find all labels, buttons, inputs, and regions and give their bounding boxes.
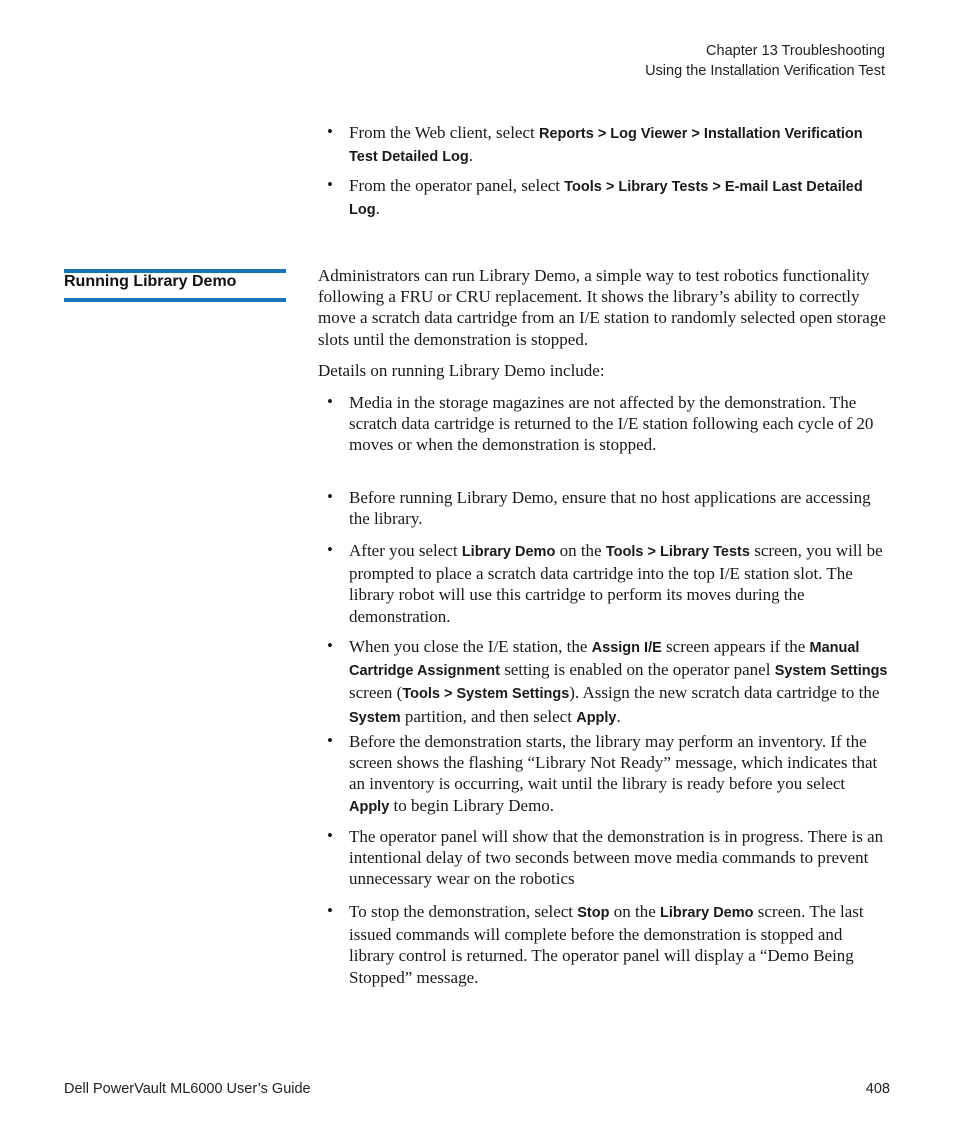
bullet-marker: • xyxy=(327,392,333,411)
running-header-section: Using the Installation Verification Test xyxy=(645,63,885,79)
list-item-host-apps: Before running Library Demo, ensure that no host applications are accessing the library. xyxy=(349,488,871,529)
list-item-progress: The operator panel will show that the demonstration is in progress. There is an intentional delay of two seconds between move media commands to prevent unnecessary wear on the robotics xyxy=(349,827,884,889)
footer-guide-title: Dell PowerVault ML6000 User’s Guide xyxy=(64,1081,311,1097)
list-item-media: Media in the storage magazines are not affected by the demonstration. The scratch data cartridge is returned to the I/E station following each cycle of 20 moves or when the demonstration is stopped. xyxy=(349,393,874,455)
details-intro: Details on running Library Demo include: xyxy=(318,361,605,380)
list-item-assign-ie: When you close the I/E station, the Assign I/E screen appears if the Manual Cartridge Assignment setting is enabled on the operator panel System Settings screen (Tools > System Settings). Assign the new scratch data cartridge to the System partition, and then select Apply. xyxy=(349,637,888,726)
list-item-select-demo: After you select Library Demo on the Tools > Library Tests screen, you will be prompted to place a scratch data cartridge into the top I/E station slot. The library robot will use this cartridge to perform its moves during the demonstration. xyxy=(349,541,883,626)
bullet-marker: • xyxy=(327,122,333,141)
bullet-marker: • xyxy=(327,826,333,845)
list-item-stop: To stop the demonstration, select Stop on the Library Demo screen. The last issued commands will complete before the demonstration is stopped and library control is returned. The operator panel will display a “Demo Being Stopped” message. xyxy=(349,902,864,987)
bullet-marker: • xyxy=(327,175,333,194)
bullet-marker: • xyxy=(327,487,333,506)
list-item-inventory: Before the demonstration starts, the library may perform an inventory. If the screen shows the flashing “Library Not Ready” message, which indicates that an inventory is occurring, wait until the library is ready before you select Apply to begin Library Demo. xyxy=(349,732,878,815)
section-title: Running Library Demo xyxy=(64,273,237,290)
bullet-marker: • xyxy=(327,636,333,655)
list-item-web-client: From the Web client, select Reports > Log Viewer > Installation Verification Test Detailed Log. xyxy=(349,123,863,166)
bullet-marker: • xyxy=(327,901,333,920)
ui-path-log-viewer: Reports > Log Viewer > Installation Verification Test Detailed Log xyxy=(349,126,863,166)
bullet-marker: • xyxy=(327,540,333,559)
ui-path-email-log: Tools > Library Tests > E-mail Last Detailed Log xyxy=(349,179,863,219)
section-rule-bottom xyxy=(64,298,286,302)
list-item-operator-panel: From the operator panel, select Tools > Library Tests > E-mail Last Detailed Log. xyxy=(349,176,863,219)
intro-paragraph: Administrators can run Library Demo, a simple way to test robotics functionality following a FRU or CRU replacement. It shows the library’s ability to correctly move a scratch data cartridge from an I/E station to randomly selected open storage slots until the demonstration is stopped. xyxy=(318,266,886,349)
bullet-marker: • xyxy=(327,731,333,750)
running-header-chapter: Chapter 13 Troubleshooting xyxy=(706,43,885,59)
page-number: 408 xyxy=(865,1081,890,1097)
